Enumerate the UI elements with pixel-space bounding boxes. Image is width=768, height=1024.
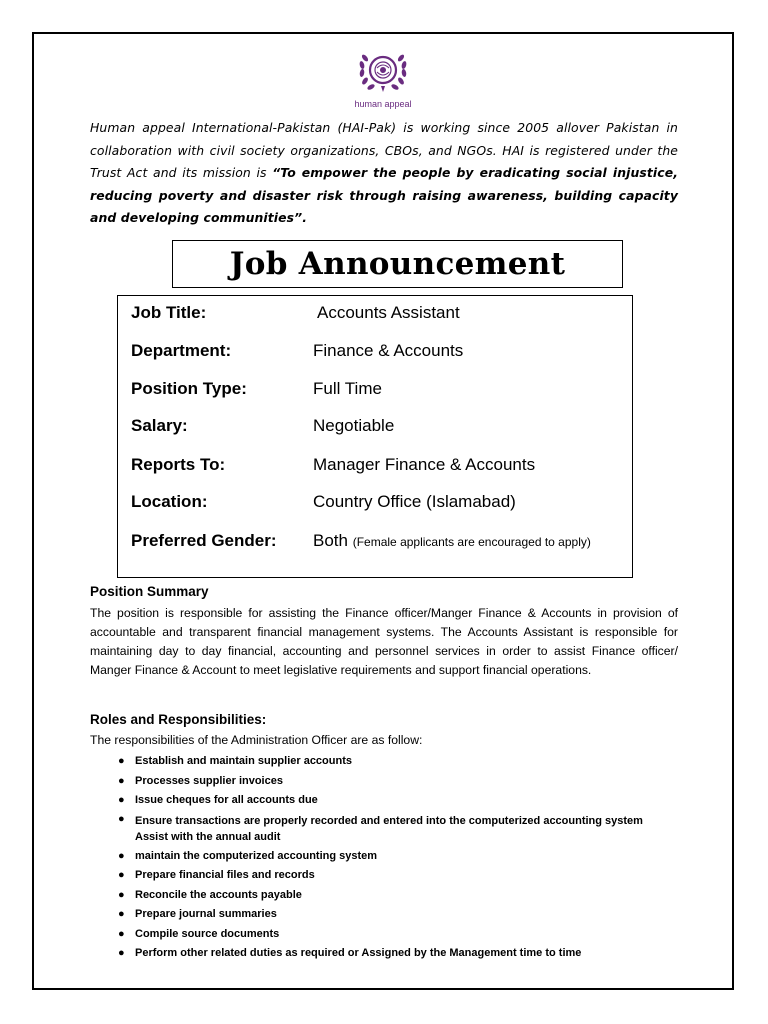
list-item-text: Establish and maintain supplier accounts — [135, 755, 352, 767]
list-item — [118, 847, 658, 867]
detail-label: Reports To: — [131, 455, 226, 474]
detail-value: Full Time — [313, 379, 382, 398]
list-item — [118, 866, 658, 886]
list-item-text: Perform other related duties as required or Assigned by the Management time to time — [135, 947, 582, 959]
bullet-icon: ● — [118, 947, 125, 959]
bullet-icon: ● — [118, 869, 125, 881]
list-item — [118, 944, 658, 964]
list-item — [118, 791, 658, 811]
bullet-icon: ● — [118, 812, 125, 825]
list-item-text: Compile source documents — [135, 927, 280, 940]
detail-value: Finance & Accounts — [313, 341, 464, 360]
list-item — [118, 886, 658, 906]
detail-label: Preferred Gender: — [131, 531, 277, 550]
list-item — [118, 772, 658, 792]
list-item-text: Prepare journal summaries — [135, 908, 277, 920]
list-item — [118, 925, 658, 945]
list-item-text: Issue cheques for all accounts due — [135, 794, 318, 806]
bullet-icon: ● — [118, 849, 125, 862]
bullet-icon: ● — [118, 774, 125, 787]
title-box — [172, 240, 623, 288]
detail-label: Position Type: — [131, 379, 247, 398]
bullet-icon: ● — [118, 908, 125, 920]
position-summary-heading: Position Summary — [90, 584, 209, 599]
detail-value: Accounts Assistant — [317, 303, 460, 322]
page-title: Job Announcement — [229, 246, 566, 282]
roles-intro: The responsibilities of the Administration Officer are as follow: — [90, 733, 423, 747]
responsibilities-list — [118, 752, 658, 964]
mission-statement: “To empower the people by eradicating social injustice, reducing poverty and disaster risk through raising awareness, building capacity and developing communities”. — [90, 165, 679, 225]
list-item — [118, 905, 658, 925]
gender-note: (Female applicants are encouraged to apply) — [352, 535, 591, 549]
list-item-text: Processes supplier invoices — [135, 774, 283, 787]
detail-value: Negotiable — [313, 416, 395, 435]
list-item-text: Reconcile the accounts payable — [135, 888, 302, 901]
list-item-text: Prepare financial files and records — [135, 869, 315, 881]
detail-label: Location: — [131, 492, 208, 511]
roles-heading: Roles and Responsibilities: — [90, 712, 267, 727]
list-item-text: maintain the computerized accounting system — [135, 849, 378, 862]
detail-label: Department: — [131, 341, 232, 360]
intro-text: Human appeal International-Pakistan (HAI-Pak) is working since 2005 allover Pakistan in collaboration with civil society organizations, CBOs, and NGOs. HAI is registered under the Trust Act and its mission is — [90, 120, 678, 180]
detail-label: Job Title: — [131, 303, 207, 322]
list-item — [118, 811, 658, 847]
detail-value: Country Office (Islamabad) — [313, 492, 516, 511]
intro-paragraph — [90, 117, 678, 230]
list-item-text: Ensure transactions are properly recorded and entered into the computerized accounting system Assist with the annual audit — [135, 814, 643, 843]
logo-caption: human appeal — [354, 99, 412, 109]
detail-value: Manager Finance & Accounts — [313, 455, 536, 474]
bullet-icon: ● — [118, 927, 125, 940]
bullet-icon: ● — [118, 794, 125, 806]
detail-value — [313, 531, 591, 551]
bullet-icon: ● — [118, 888, 125, 901]
detail-label: Salary: — [131, 416, 188, 435]
position-summary-text: The position is responsible for assisting the Finance officer/Manger Finance & Accounts in provision of accountable and transparent financial management systems. The Accounts Assistant is responsible for maintaining day to day financial, accounting and personnel services in order to assist Finance officer/ Manger Finance & Account to meet legislative requirements and support financial operations. — [90, 606, 678, 677]
job-details-box — [117, 295, 633, 578]
bullet-icon: ● — [118, 755, 125, 767]
list-item — [118, 752, 658, 772]
gender-value: Both — [313, 531, 348, 550]
